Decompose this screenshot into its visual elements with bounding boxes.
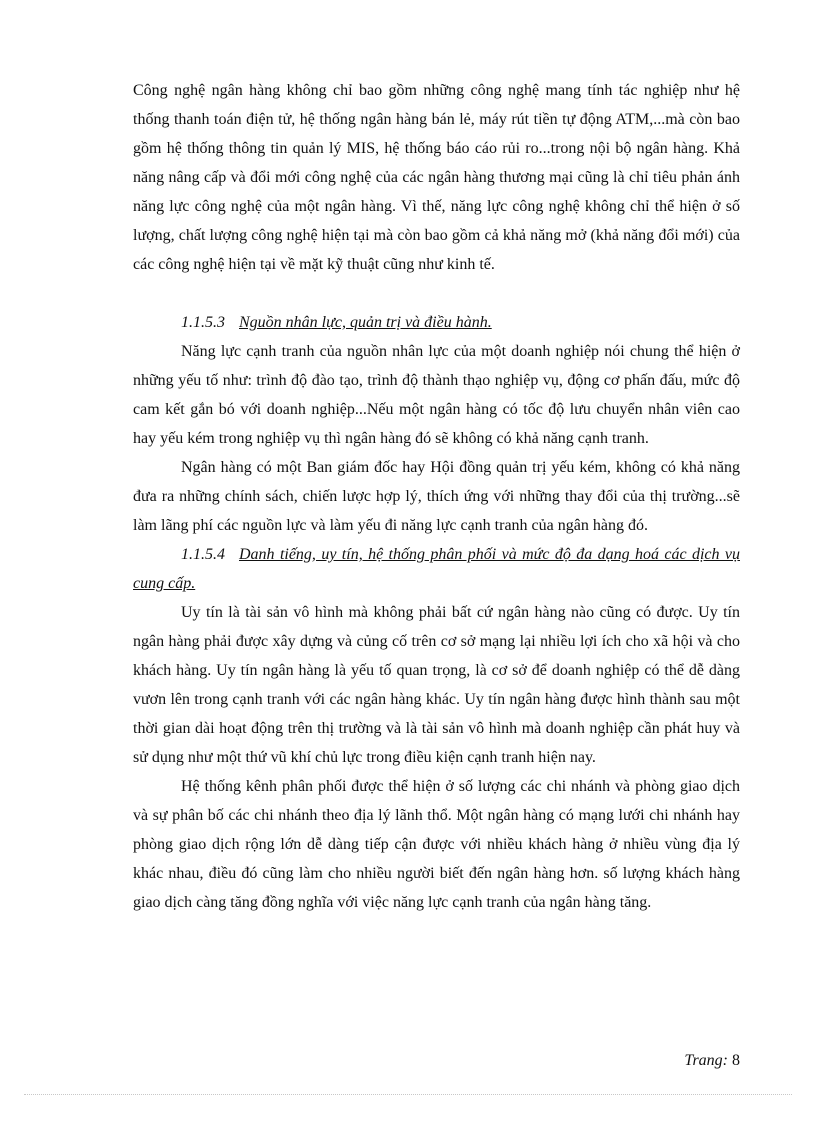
page-label: Trang:: [684, 1052, 728, 1069]
section-number: 1.1.5.4: [181, 546, 225, 563]
section-paragraph: Hệ thống kênh phân phối được thể hiện ở số lượng các chi nhánh và phòng giao dịch và sự phân bố các chi nhánh theo địa lý lãnh thổ. Một ngân hàng có mạng lưới chi nhánh hay phòng giao dịch rộng lớn dễ dàng tiếp cận được với nhiều khách hàng ở nhiều vùng địa lý khác nhau, điều đó cũng làm cho nhiều người biết đến ngân hàng hơn. số lượng khách hàng giao dịch càng tăng đồng nghĩa với việc năng lực cạnh tranh của ngân hàng tăng.: [133, 778, 740, 911]
page-break-divider: [24, 1094, 792, 1095]
section-paragraph: Năng lực cạnh tranh của nguồn nhân lực của một doanh nghiệp nói chung thể hiện ở những yếu tố như: trình độ đào tạo, trình độ thành thạo nghiệp vụ, động cơ phấn đấu, mức độ cam kết gắn bó với doanh nghiệp...Nếu một ngân hàng có tốc độ lưu chuyển nhân viên cao hay yếu kém trong nghiệp vụ thì ngân hàng đó sẽ không có khả năng cạnh tranh.: [133, 343, 740, 447]
page-number: 8: [732, 1052, 740, 1069]
spacer: [133, 279, 740, 308]
section-paragraph: Ngân hàng có một Ban giám đốc hay Hội đồng quản trị yếu kém, không có khả năng đưa ra những chính sách, chiến lược hợp lý, thích ứng với những thay đổi của thị trường...sẽ làm lãng phí các nguồn lực và làm yếu đi năng lực cạnh tranh của ngân hàng đó.: [133, 459, 740, 534]
section-paragraph: Uy tín là tài sản vô hình mà không phải bất cứ ngân hàng nào cũng có được. Uy tín ngân hàng phải được xây dựng và củng cố trên cơ sở mạng lại nhiều lợi ích cho xã hội và cho khách hàng. Uy tín ngân hàng là yếu tố quan trọng, là cơ sở để doanh nghiệp có thể dễ dàng vươn lên trong cạnh tranh với các ngân hàng khác. Uy tín ngân hàng được hình thành sau một thời gian dài hoạt động trên thị trường và là tài sản vô hình mà doanh nghiệp cần phát huy và sử dụng như một thứ vũ khí chủ lực trong điều kiện cạnh tranh hiện nay.: [133, 604, 740, 766]
section-heading-1-1-5-3: [133, 308, 740, 337]
section-number: 1.1.5.3: [181, 314, 225, 331]
section-title: Danh tiếng, uy tín, hệ thống phân phối và mức độ đa dạng hoá các dịch vụ cung cấp.: [133, 546, 740, 592]
page-number-footer: [684, 1052, 740, 1070]
page-body: [133, 76, 740, 917]
section-title: Nguồn nhân lực, quản trị và điều hành.: [239, 314, 492, 331]
intro-paragraph: Công nghệ ngân hàng không chỉ bao gồm những công nghệ mang tính tác nghiệp như hệ thống thanh toán điện tử, hệ thống ngân hàng bán lẻ, máy rút tiền tự động ATM,...mà còn bao gồm hệ thống thông tin quản lý MIS, hệ thống báo cáo rủi ro...trong nội bộ ngân hàng. Khả năng nâng cấp và đổi mới công nghệ của các ngân hàng thương mại cũng là chỉ tiêu phản ánh năng lực công nghệ của một ngân hàng. Vì thế, năng lực công nghệ không chỉ thể hiện ở số lượng, chất lượng công nghệ hiện tại mà còn bao gồm cả khả năng mở (khả năng đổi mới) của các công nghệ hiện tại về mặt kỹ thuật cũng như kinh tế.: [133, 82, 740, 273]
section-heading-1-1-5-4: [133, 540, 740, 598]
